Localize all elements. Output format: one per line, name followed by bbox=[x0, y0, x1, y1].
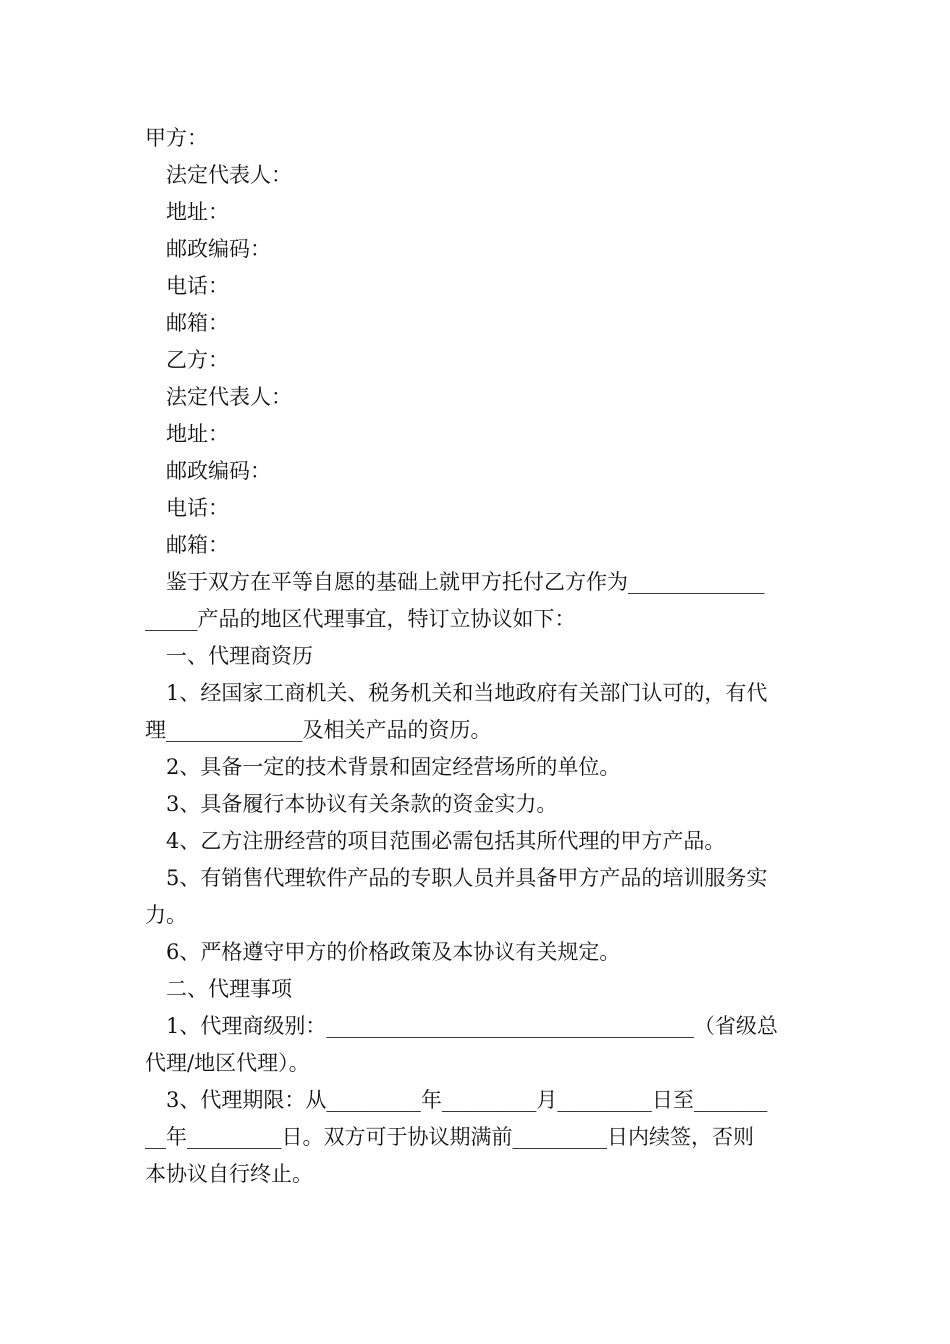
party-b-representative: 法定代表人： bbox=[166, 385, 292, 409]
party-a-postcode: 邮政编码： bbox=[166, 237, 271, 261]
party-a-title: 甲方： bbox=[145, 126, 208, 150]
party-a-phone: 电话： bbox=[166, 274, 229, 298]
section-2-item-3-line-3: 本协议自行终止。 bbox=[145, 1162, 313, 1186]
section-1-item-5-line-1: 5、有销售代理软件产品的专职人员并具备甲方产品的培训服务实 bbox=[166, 866, 768, 890]
section-2-heading: 二、代理事项 bbox=[166, 977, 292, 1001]
preamble-line-2: _____产品的地区代理事宜，特订立协议如下： bbox=[145, 607, 576, 631]
section-1-item-1-line-2: 理_____________及相关产品的资历。 bbox=[145, 718, 492, 742]
party-b-postcode: 邮政编码： bbox=[166, 459, 271, 483]
section-1-item-4: 4、乙方注册经营的项目范围必需包括其所代理的甲方产品。 bbox=[166, 829, 726, 853]
section-1-item-2: 2、具备一定的技术背景和固定经营场所的单位。 bbox=[166, 755, 621, 779]
party-b-title: 乙方： bbox=[166, 348, 229, 372]
section-1-item-1-line-1: 1、经国家工商机关、税务机关和当地政府有关部门认可的，有代 bbox=[166, 681, 768, 705]
party-b-phone: 电话： bbox=[166, 496, 229, 520]
party-a-representative: 法定代表人： bbox=[166, 163, 292, 187]
preamble-line-1: 鉴于双方在平等自愿的基础上就甲方托付乙方作为_____________ bbox=[166, 570, 765, 594]
party-b-email: 邮箱： bbox=[166, 533, 229, 557]
section-2-item-1-line-2: 代理/地区代理）。 bbox=[145, 1051, 310, 1075]
section-1-item-3: 3、具备履行本协议有关条款的资金实力。 bbox=[166, 792, 558, 816]
party-a-address: 地址： bbox=[166, 200, 229, 224]
party-b-address: 地址： bbox=[166, 422, 229, 446]
section-1-heading: 一、代理商资历 bbox=[166, 644, 313, 668]
section-2-item-1-line-1: 1、代理商级别：___________________________________（省级总 bbox=[166, 1014, 778, 1038]
section-2-item-3-line-2: __年_________日。双方可于协议期满前_________日内续签，否则 bbox=[145, 1125, 754, 1149]
party-a-email: 邮箱： bbox=[166, 311, 229, 335]
section-1-item-5-line-2: 力。 bbox=[145, 903, 187, 927]
contract-document bbox=[145, 120, 807, 1193]
section-1-item-6: 6、严格遵守甲方的价格政策及本协议有关规定。 bbox=[166, 940, 621, 964]
section-2-item-3-line-1: 3、代理期限：从_________年_________月_________日至_______ bbox=[166, 1088, 768, 1112]
